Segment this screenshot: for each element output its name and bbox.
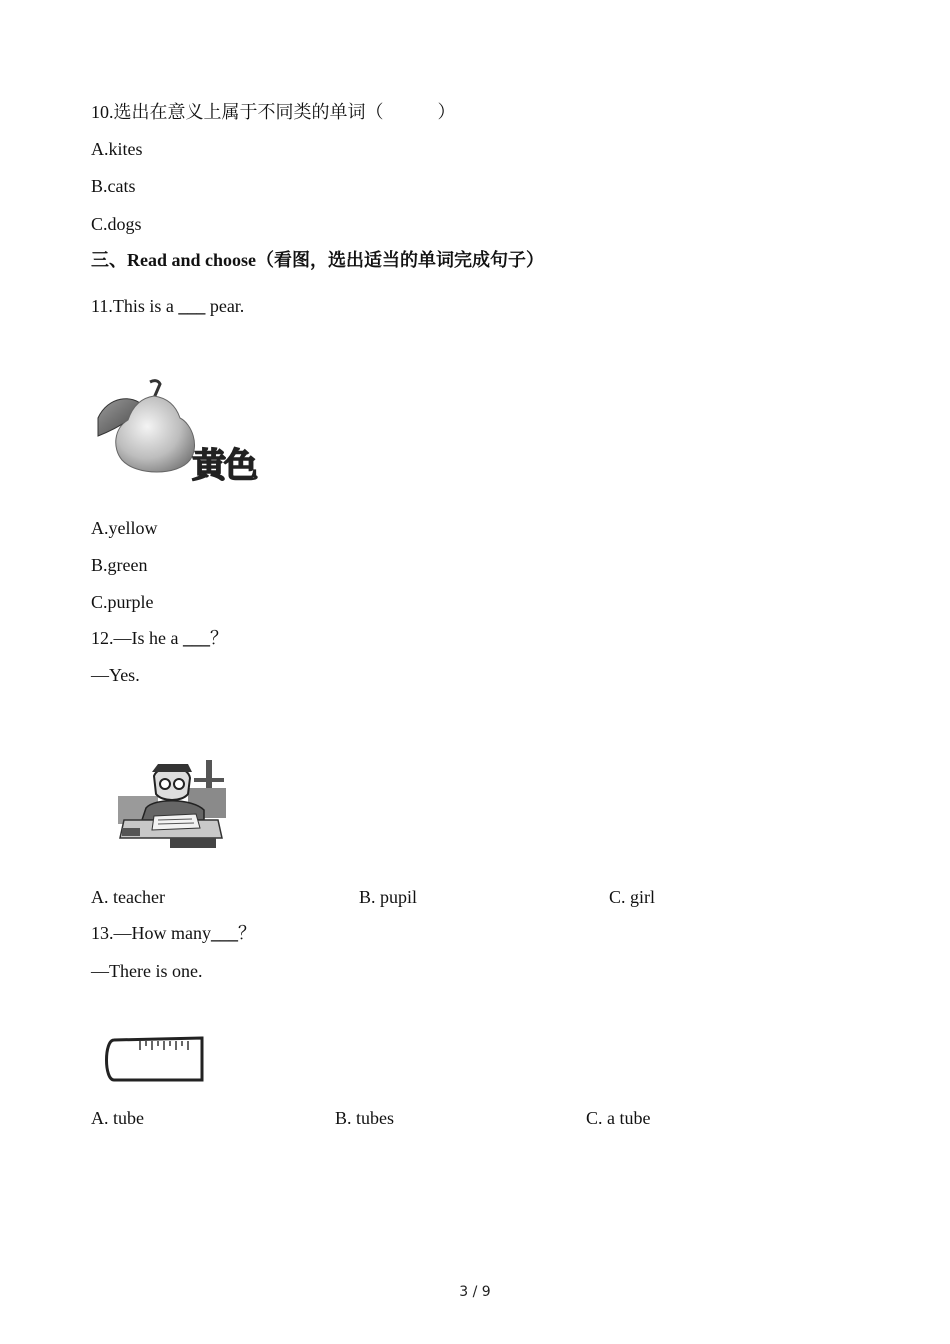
q11-option-b: B.green: [91, 555, 148, 575]
pupil-writing-icon: [118, 758, 226, 854]
pear-image: [88, 378, 258, 490]
tube-image: [100, 1032, 206, 1088]
q12-stem: [91, 626, 228, 650]
q10-option-b: B.cats: [91, 176, 136, 196]
q13-option-b: B. tubes: [335, 1108, 395, 1128]
pear-image-label: 黄色: [192, 446, 256, 486]
q13-stem-after: ？: [238, 923, 256, 943]
q11-option-a: A.yellow: [91, 518, 158, 538]
q10-stem: 10.选出在意义上属于不同类的单词（ ）: [91, 102, 456, 122]
q12-stem-before: 12.—Is he a: [91, 628, 183, 648]
q10-option-a: A.kites: [91, 139, 143, 159]
q12-option-c: C. girl: [609, 887, 656, 907]
q13-stem: [91, 921, 256, 945]
q12-blank: ___: [182, 628, 210, 648]
q13-blank: ___: [211, 923, 238, 943]
section-3-title: 三、Read and choose（看图，选出适当的单词完成句子）: [91, 250, 545, 270]
q11-stem-before: 11.This is a: [91, 296, 179, 316]
q12-option-a: A. teacher: [91, 887, 165, 907]
q11-blank: ___: [178, 296, 206, 316]
page-number: 3 / 9: [459, 1284, 491, 1300]
q10-option-c: C.dogs: [91, 214, 142, 234]
q13-option-a: A. tube: [91, 1108, 144, 1128]
tube-icon: [100, 1032, 206, 1088]
q11-stem-after: pear.: [205, 296, 245, 316]
q13-stem-before: 13.—How many: [91, 923, 211, 943]
q12-stem-after: ？: [209, 628, 228, 648]
q12-answer: —Yes.: [91, 665, 140, 685]
q11-stem: [91, 294, 244, 318]
q13-answer: —There is one.: [91, 961, 203, 981]
q11-option-c: C.purple: [91, 592, 154, 612]
pupil-image: [118, 758, 226, 854]
q13-option-c: C. a tube: [586, 1108, 651, 1128]
q12-option-b: B. pupil: [359, 887, 418, 907]
